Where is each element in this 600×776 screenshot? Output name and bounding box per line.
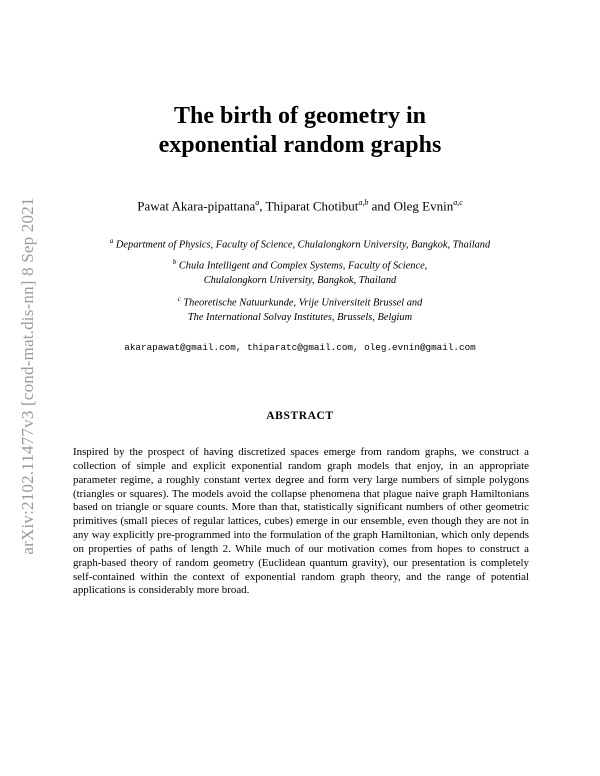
author-name: Pawat Akara-pipattana [137, 198, 256, 214]
affiliation-line: Chulalongkorn University, Bangkok, Thailand [203, 274, 397, 286]
affiliation-b [0, 255, 600, 288]
abstract-heading: ABSTRACT [266, 410, 334, 422]
affiliation-mark: b [172, 258, 177, 266]
author-affiliation-mark: a,b [358, 198, 369, 207]
affiliation-mark: a [109, 237, 114, 245]
author-name: Oleg Evnin [393, 198, 454, 214]
title-line-2: exponential random graphs [158, 132, 442, 158]
arxiv-identifier: arXiv:2102.11477v3 [cond-mat.dis-nn] 8 Sep 2021 [18, 197, 37, 555]
author-emails: akarapawat@gmail.com, thiparatc@gmail.com, oleg.evnin@gmail.com [124, 342, 476, 353]
affiliation-line: Department of Physics, Faculty of Science, Chulalongkorn University, Bangkok, Thailand [115, 239, 491, 251]
affiliation-line: Chula Intelligent and Complex Systems, Faculty of Science, [178, 260, 428, 272]
affiliation-line: The International Solvay Institutes, Brussels, Belgium [187, 311, 413, 323]
author-separator: and [368, 198, 394, 214]
affiliation-a [0, 234, 600, 253]
abstract-body: Inspired by the prospect of having discretized spaces emerge from random graphs, we construct a collection of simple and explicit exponential random graph models that enjoy, in an appropriate parameter regime, a roughly constant vertex degree and form very large numbers of simple polygons (triangles or squares). The models avoid the collapse phenomena that plague naive graph Hamiltonians based on triangle or square counts. More than that, statistically significant numbers of other geometric primitives (small pieces of regular lattices, cubes) emerge in our ensemble, even though they are not in any way explicitly pre-programmed into the formulation of the graph Hamiltonian, which only depends on properties of paths of length 2. While much of our motivation comes from hopes to construct a graph-based theory of random geometry (Euclidean quantum gravity), our presentation is completely self-contained within the context of exponential random graph theory, and the range of potential applications is considerably more broad. [73, 446, 529, 597]
author-separator: , [259, 198, 266, 214]
affiliation-mark: c [177, 295, 181, 303]
paper-title [0, 102, 600, 160]
affiliation-line: Theoretische Natuurkunde, Vrije Universiteit Brussel and [183, 297, 423, 309]
author-affiliation-mark: a [255, 198, 260, 207]
author-name: Thiparat Chotibut [265, 198, 359, 214]
title-line-1: The birth of geometry in [174, 103, 426, 129]
author-affiliation-mark: a,c [453, 198, 463, 207]
affiliation-c [0, 292, 600, 325]
author-list [0, 198, 600, 214]
